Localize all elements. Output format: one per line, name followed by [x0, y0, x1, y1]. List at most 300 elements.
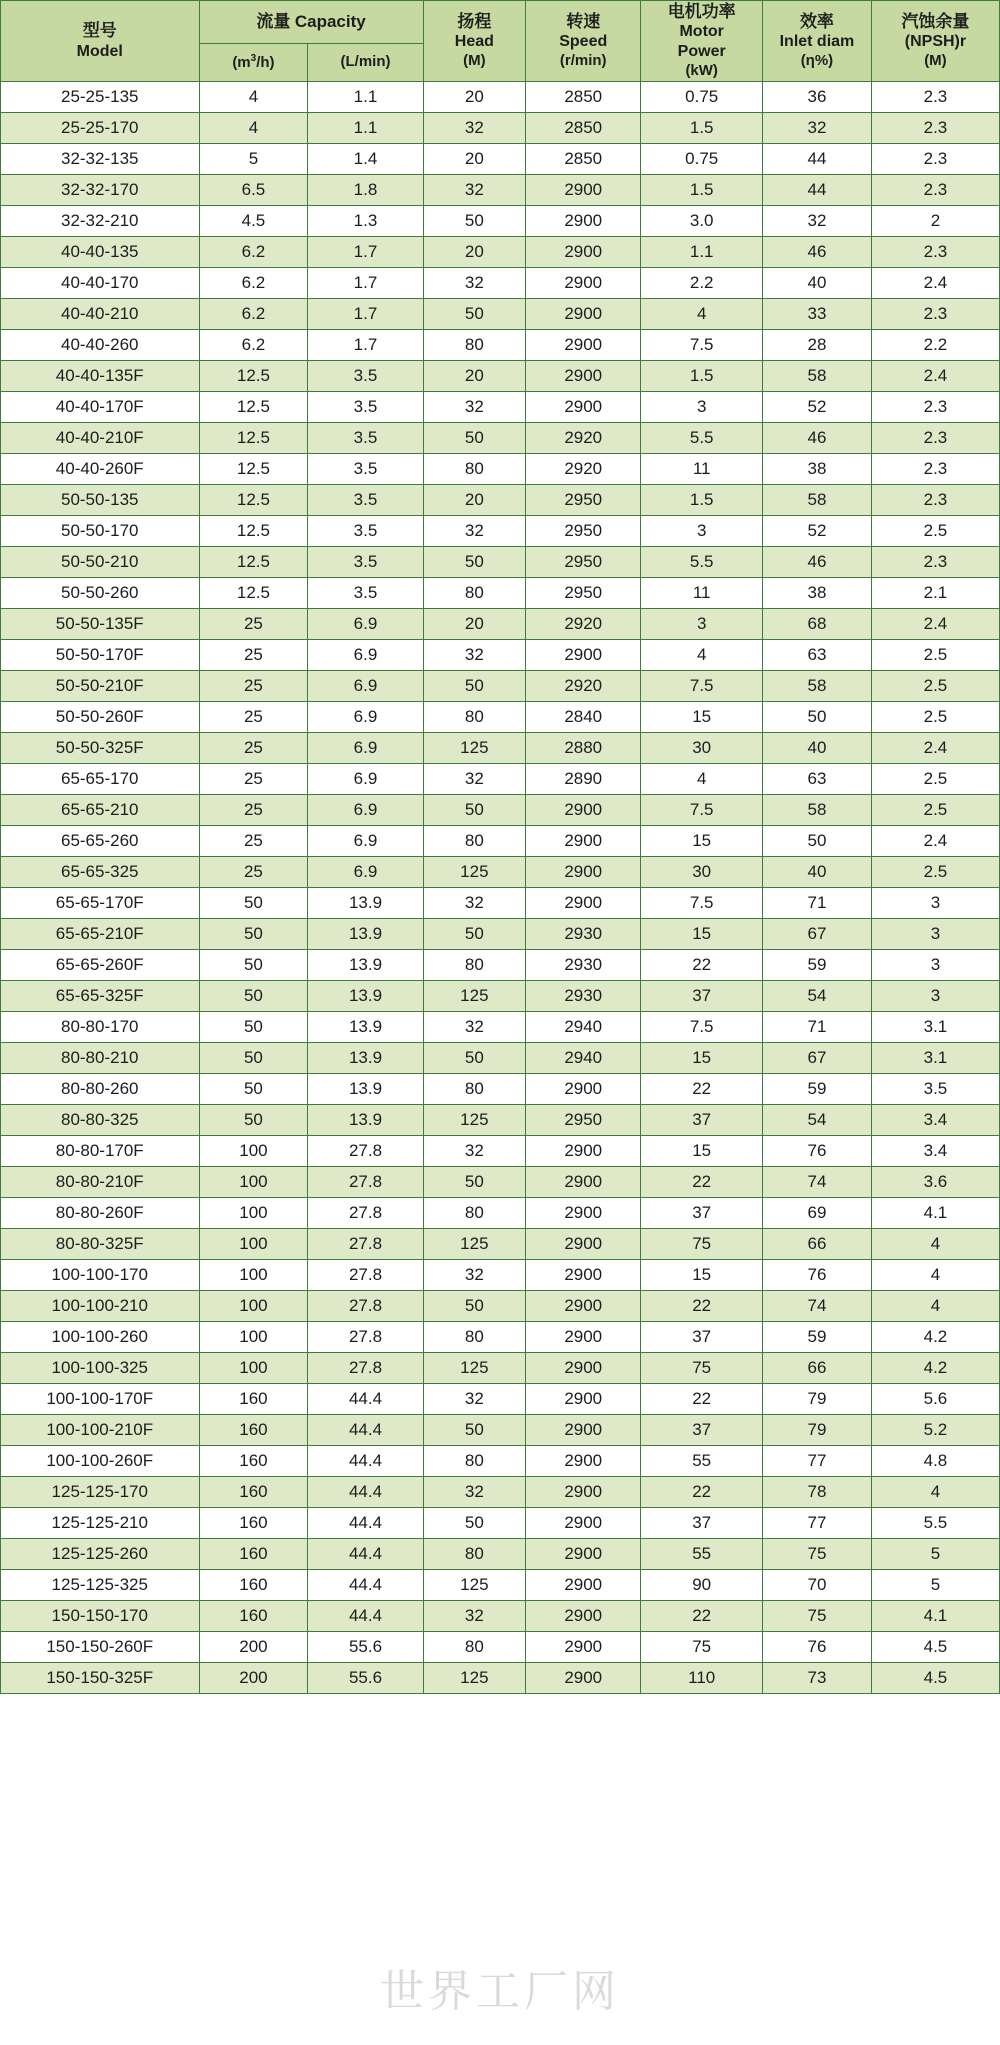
- table-row: [1, 578, 1000, 609]
- cell-efficiency: 58: [763, 361, 872, 392]
- cell-npsh: 2.3: [871, 299, 999, 330]
- cell-efficiency: 32: [763, 113, 872, 144]
- cell-motor-power: 15: [641, 1136, 763, 1167]
- col-header-capacity: [199, 1, 423, 44]
- cell-speed: 2900: [526, 1167, 641, 1198]
- cell-motor-power: 1.1: [641, 237, 763, 268]
- cell-efficiency: 79: [763, 1384, 872, 1415]
- cell-motor-power: 11: [641, 578, 763, 609]
- table-row: [1, 1508, 1000, 1539]
- cell-speed: 2930: [526, 950, 641, 981]
- cell-model: 50-50-325F: [1, 733, 200, 764]
- cell-efficiency: 46: [763, 237, 872, 268]
- cell-head: 50: [423, 423, 525, 454]
- cell-capacity-m3h: 50: [199, 1105, 308, 1136]
- cell-model: 40-40-135: [1, 237, 200, 268]
- cell-motor-power: 3: [641, 609, 763, 640]
- table-row: [1, 919, 1000, 950]
- cell-model: 65-65-260: [1, 826, 200, 857]
- cell-npsh: 5: [871, 1539, 999, 1570]
- cell-capacity-lmin: 27.8: [308, 1229, 423, 1260]
- cell-npsh: 2.3: [871, 175, 999, 206]
- cell-speed: 2900: [526, 826, 641, 857]
- cell-capacity-lmin: 3.5: [308, 361, 423, 392]
- table-row: [1, 1539, 1000, 1570]
- cell-capacity-lmin: 13.9: [308, 1074, 423, 1105]
- cell-capacity-lmin: 3.5: [308, 423, 423, 454]
- cell-head: 80: [423, 1198, 525, 1229]
- cell-motor-power: 7.5: [641, 671, 763, 702]
- table-row: [1, 1601, 1000, 1632]
- table-row: [1, 113, 1000, 144]
- cell-model: 50-50-170: [1, 516, 200, 547]
- cell-speed: 2900: [526, 1291, 641, 1322]
- cell-motor-power: 37: [641, 981, 763, 1012]
- cell-model: 80-80-210: [1, 1043, 200, 1074]
- cell-model: 32-32-210: [1, 206, 200, 237]
- cell-npsh: 2.3: [871, 547, 999, 578]
- cell-efficiency: 38: [763, 454, 872, 485]
- cell-capacity-m3h: 100: [199, 1322, 308, 1353]
- cell-motor-power: 22: [641, 1384, 763, 1415]
- cell-model: 125-125-325: [1, 1570, 200, 1601]
- table-row: [1, 1322, 1000, 1353]
- cell-capacity-lmin: 27.8: [308, 1291, 423, 1322]
- cell-model: 80-80-325F: [1, 1229, 200, 1260]
- cell-motor-power: 15: [641, 919, 763, 950]
- cell-model: 25-25-135: [1, 82, 200, 113]
- table-row: [1, 733, 1000, 764]
- cell-head: 80: [423, 826, 525, 857]
- cell-efficiency: 46: [763, 547, 872, 578]
- cell-motor-power: 37: [641, 1415, 763, 1446]
- cell-npsh: 5.2: [871, 1415, 999, 1446]
- cell-npsh: 2.4: [871, 268, 999, 299]
- cell-npsh: 4.2: [871, 1353, 999, 1384]
- cell-npsh: 4.2: [871, 1322, 999, 1353]
- cell-head: 20: [423, 609, 525, 640]
- cell-head: 50: [423, 671, 525, 702]
- cell-speed: 2920: [526, 454, 641, 485]
- cell-model: 40-40-210: [1, 299, 200, 330]
- table-body: [1, 82, 1000, 1694]
- cell-capacity-m3h: 6.2: [199, 330, 308, 361]
- cell-capacity-m3h: 4: [199, 113, 308, 144]
- cell-speed: 2900: [526, 206, 641, 237]
- cell-motor-power: 22: [641, 950, 763, 981]
- cell-model: 65-65-325: [1, 857, 200, 888]
- cell-model: 125-125-260: [1, 1539, 200, 1570]
- cell-capacity-m3h: 4.5: [199, 206, 308, 237]
- cell-speed: 2900: [526, 1570, 641, 1601]
- cell-npsh: 3.5: [871, 1074, 999, 1105]
- cell-npsh: 4: [871, 1291, 999, 1322]
- col-header-speed-en: Speed: [559, 33, 608, 51]
- cell-speed: 2890: [526, 764, 641, 795]
- cell-capacity-m3h: 12.5: [199, 547, 308, 578]
- cell-head: 50: [423, 795, 525, 826]
- cell-capacity-lmin: 44.4: [308, 1570, 423, 1601]
- cell-model: 100-100-170F: [1, 1384, 200, 1415]
- cell-npsh: 2.3: [871, 144, 999, 175]
- cell-speed: 2900: [526, 361, 641, 392]
- cell-head: 125: [423, 733, 525, 764]
- cell-capacity-lmin: 13.9: [308, 950, 423, 981]
- cell-speed: 2950: [526, 1105, 641, 1136]
- table-row: [1, 1260, 1000, 1291]
- table-row: [1, 392, 1000, 423]
- cell-head: 125: [423, 1570, 525, 1601]
- cell-speed: 2900: [526, 1074, 641, 1105]
- cell-model: 50-50-210F: [1, 671, 200, 702]
- col-header-efficiency: [763, 1, 872, 82]
- cell-capacity-m3h: 200: [199, 1663, 308, 1694]
- cell-head: 20: [423, 144, 525, 175]
- cell-model: 50-50-260: [1, 578, 200, 609]
- table-row: [1, 1136, 1000, 1167]
- cell-npsh: 5.5: [871, 1508, 999, 1539]
- cell-npsh: 4.5: [871, 1632, 999, 1663]
- cell-motor-power: 0.75: [641, 82, 763, 113]
- col-header-head-en: Head: [454, 33, 494, 51]
- cell-capacity-m3h: 100: [199, 1353, 308, 1384]
- cell-motor-power: 1.5: [641, 175, 763, 206]
- table-row: [1, 1105, 1000, 1136]
- cell-speed: 2900: [526, 1415, 641, 1446]
- cell-model: 50-50-210: [1, 547, 200, 578]
- cell-speed: 2900: [526, 1198, 641, 1229]
- table-row: [1, 268, 1000, 299]
- cell-speed: 2900: [526, 330, 641, 361]
- cell-capacity-lmin: 3.5: [308, 516, 423, 547]
- cell-capacity-m3h: 100: [199, 1167, 308, 1198]
- cell-model: 25-25-170: [1, 113, 200, 144]
- cell-capacity-lmin: 6.9: [308, 671, 423, 702]
- col-header-efficiency-unit: (η%): [800, 52, 834, 70]
- table-row: [1, 237, 1000, 268]
- cell-speed: 2930: [526, 919, 641, 950]
- cell-model: 40-40-260: [1, 330, 200, 361]
- cell-capacity-m3h: 25: [199, 826, 308, 857]
- cell-head: 32: [423, 1477, 525, 1508]
- cell-head: 80: [423, 1539, 525, 1570]
- cell-capacity-lmin: 27.8: [308, 1167, 423, 1198]
- cell-capacity-m3h: 4: [199, 82, 308, 113]
- col-header-efficiency-cn: 效率: [799, 12, 834, 31]
- col-header-power-en2: Power: [677, 43, 726, 61]
- cell-speed: 2940: [526, 1043, 641, 1074]
- cell-speed: 2920: [526, 423, 641, 454]
- cell-motor-power: 55: [641, 1446, 763, 1477]
- cell-motor-power: 15: [641, 702, 763, 733]
- cell-motor-power: 22: [641, 1167, 763, 1198]
- cell-capacity-m3h: 25: [199, 795, 308, 826]
- cell-capacity-lmin: 1.7: [308, 299, 423, 330]
- cell-capacity-lmin: 1.3: [308, 206, 423, 237]
- cell-capacity-lmin: 6.9: [308, 764, 423, 795]
- cell-capacity-lmin: 6.9: [308, 857, 423, 888]
- cell-model: 40-40-260F: [1, 454, 200, 485]
- table-row: [1, 1446, 1000, 1477]
- cell-head: 32: [423, 1260, 525, 1291]
- cell-motor-power: 37: [641, 1198, 763, 1229]
- cell-capacity-lmin: 13.9: [308, 888, 423, 919]
- cell-capacity-lmin: 3.5: [308, 578, 423, 609]
- cell-motor-power: 22: [641, 1477, 763, 1508]
- col-header-motor-power: [641, 1, 763, 82]
- cell-head: 32: [423, 113, 525, 144]
- cell-efficiency: 78: [763, 1477, 872, 1508]
- cell-motor-power: 15: [641, 1043, 763, 1074]
- cell-head: 32: [423, 1012, 525, 1043]
- cell-speed: 2930: [526, 981, 641, 1012]
- cell-model: 80-80-170: [1, 1012, 200, 1043]
- cell-capacity-m3h: 25: [199, 733, 308, 764]
- cell-efficiency: 76: [763, 1632, 872, 1663]
- cell-speed: 2900: [526, 1446, 641, 1477]
- cell-head: 125: [423, 1663, 525, 1694]
- cell-motor-power: 110: [641, 1663, 763, 1694]
- cell-motor-power: 37: [641, 1322, 763, 1353]
- cell-capacity-m3h: 6.2: [199, 237, 308, 268]
- cell-efficiency: 59: [763, 950, 872, 981]
- cell-efficiency: 74: [763, 1167, 872, 1198]
- cell-capacity-m3h: 12.5: [199, 361, 308, 392]
- cell-efficiency: 68: [763, 609, 872, 640]
- cell-npsh: 3.4: [871, 1136, 999, 1167]
- cell-capacity-lmin: 13.9: [308, 1012, 423, 1043]
- cell-speed: 2900: [526, 392, 641, 423]
- cell-model: 80-80-260F: [1, 1198, 200, 1229]
- cell-npsh: 4: [871, 1260, 999, 1291]
- col-header-npsh-cn: 汽蚀余量: [901, 12, 970, 31]
- cell-efficiency: 40: [763, 733, 872, 764]
- cell-motor-power: 3: [641, 392, 763, 423]
- cell-npsh: 2.3: [871, 454, 999, 485]
- cell-head: 125: [423, 1353, 525, 1384]
- cell-head: 80: [423, 454, 525, 485]
- table-row: [1, 826, 1000, 857]
- cell-efficiency: 58: [763, 795, 872, 826]
- cell-model: 100-100-210F: [1, 1415, 200, 1446]
- cell-head: 125: [423, 981, 525, 1012]
- cell-speed: 2900: [526, 888, 641, 919]
- cell-head: 32: [423, 175, 525, 206]
- table-row: [1, 950, 1000, 981]
- cell-model: 40-40-210F: [1, 423, 200, 454]
- cell-efficiency: 71: [763, 1012, 872, 1043]
- cell-capacity-lmin: 27.8: [308, 1198, 423, 1229]
- cell-head: 20: [423, 82, 525, 113]
- cell-npsh: 5: [871, 1570, 999, 1601]
- cell-head: 80: [423, 1632, 525, 1663]
- cell-efficiency: 40: [763, 268, 872, 299]
- col-header-npsh-unit: (M): [924, 52, 947, 70]
- cell-head: 80: [423, 1322, 525, 1353]
- cell-head: 80: [423, 702, 525, 733]
- cell-efficiency: 59: [763, 1322, 872, 1353]
- cell-model: 100-100-170: [1, 1260, 200, 1291]
- cell-speed: 2900: [526, 268, 641, 299]
- cell-capacity-lmin: 44.4: [308, 1601, 423, 1632]
- cell-motor-power: 7.5: [641, 330, 763, 361]
- cell-npsh: 5.6: [871, 1384, 999, 1415]
- cell-capacity-lmin: 3.5: [308, 392, 423, 423]
- cell-efficiency: 52: [763, 516, 872, 547]
- cell-model: 150-150-260F: [1, 1632, 200, 1663]
- cell-npsh: 2.5: [871, 795, 999, 826]
- cell-model: 80-80-260: [1, 1074, 200, 1105]
- cell-efficiency: 76: [763, 1260, 872, 1291]
- cell-model: 65-65-170: [1, 764, 200, 795]
- table-row: [1, 206, 1000, 237]
- cell-capacity-m3h: 50: [199, 888, 308, 919]
- cell-capacity-lmin: 6.9: [308, 640, 423, 671]
- cell-efficiency: 54: [763, 1105, 872, 1136]
- cell-head: 32: [423, 640, 525, 671]
- cell-model: 100-100-325: [1, 1353, 200, 1384]
- cell-model: 50-50-170F: [1, 640, 200, 671]
- cell-npsh: 2.3: [871, 485, 999, 516]
- cell-efficiency: 36: [763, 82, 872, 113]
- cell-head: 32: [423, 1136, 525, 1167]
- cell-capacity-m3h: 100: [199, 1229, 308, 1260]
- cell-head: 20: [423, 361, 525, 392]
- cell-npsh: 2.5: [871, 764, 999, 795]
- cell-efficiency: 50: [763, 826, 872, 857]
- cell-speed: 2900: [526, 1601, 641, 1632]
- cell-capacity-lmin: 27.8: [308, 1322, 423, 1353]
- cell-efficiency: 44: [763, 144, 872, 175]
- table-row: [1, 485, 1000, 516]
- cell-capacity-m3h: 5: [199, 144, 308, 175]
- cell-capacity-lmin: 6.9: [308, 795, 423, 826]
- cell-efficiency: 46: [763, 423, 872, 454]
- cell-motor-power: 2.2: [641, 268, 763, 299]
- cell-efficiency: 58: [763, 485, 872, 516]
- table-row: [1, 1663, 1000, 1694]
- cell-speed: 2850: [526, 82, 641, 113]
- cell-motor-power: 1.5: [641, 485, 763, 516]
- cell-head: 50: [423, 206, 525, 237]
- cell-model: 100-100-210: [1, 1291, 200, 1322]
- table-row: [1, 1074, 1000, 1105]
- cell-speed: 2900: [526, 299, 641, 330]
- cell-motor-power: 5.5: [641, 547, 763, 578]
- cell-npsh: 2.5: [871, 857, 999, 888]
- cell-model: 65-65-325F: [1, 981, 200, 1012]
- col-header-model-cn: 型号: [82, 21, 117, 41]
- cell-capacity-m3h: 6.2: [199, 268, 308, 299]
- cell-speed: 2900: [526, 237, 641, 268]
- cell-motor-power: 55: [641, 1539, 763, 1570]
- cell-efficiency: 32: [763, 206, 872, 237]
- cell-motor-power: 15: [641, 826, 763, 857]
- cell-motor-power: 30: [641, 733, 763, 764]
- capacity-unit-m3h-suffix: /h): [256, 53, 275, 71]
- cell-efficiency: 75: [763, 1601, 872, 1632]
- cell-capacity-m3h: 50: [199, 950, 308, 981]
- table-row: [1, 547, 1000, 578]
- cell-speed: 2900: [526, 640, 641, 671]
- cell-motor-power: 22: [641, 1291, 763, 1322]
- table-row: [1, 671, 1000, 702]
- cell-efficiency: 79: [763, 1415, 872, 1446]
- cell-speed: 2940: [526, 1012, 641, 1043]
- cell-head: 50: [423, 1291, 525, 1322]
- cell-efficiency: 58: [763, 671, 872, 702]
- cell-efficiency: 38: [763, 578, 872, 609]
- col-header-power-cn: 电机功率: [667, 2, 736, 21]
- cell-npsh: 2.5: [871, 702, 999, 733]
- cell-motor-power: 1.5: [641, 113, 763, 144]
- table-row: [1, 1632, 1000, 1663]
- cell-npsh: 3.4: [871, 1105, 999, 1136]
- cell-npsh: 3.6: [871, 1167, 999, 1198]
- cell-capacity-m3h: 25: [199, 857, 308, 888]
- cell-head: 32: [423, 268, 525, 299]
- col-header-efficiency-en: Inlet diam: [779, 33, 855, 51]
- col-header-capacity-cn: 流量: [256, 12, 291, 32]
- cell-motor-power: 22: [641, 1074, 763, 1105]
- cell-speed: 2840: [526, 702, 641, 733]
- cell-capacity-m3h: 160: [199, 1539, 308, 1570]
- watermark-text: 世界工厂网: [380, 1967, 620, 2016]
- cell-npsh: 2.3: [871, 423, 999, 454]
- table-row: [1, 981, 1000, 1012]
- cell-model: 65-65-210F: [1, 919, 200, 950]
- cell-model: 100-100-260: [1, 1322, 200, 1353]
- cell-head: 50: [423, 919, 525, 950]
- cell-speed: 2850: [526, 113, 641, 144]
- cell-efficiency: 67: [763, 1043, 872, 1074]
- cell-motor-power: 0.75: [641, 144, 763, 175]
- cell-capacity-lmin: 55.6: [308, 1663, 423, 1694]
- cell-head: 125: [423, 857, 525, 888]
- cell-npsh: 3: [871, 919, 999, 950]
- cell-speed: 2900: [526, 795, 641, 826]
- cell-efficiency: 66: [763, 1353, 872, 1384]
- cell-capacity-m3h: 160: [199, 1570, 308, 1601]
- cell-motor-power: 7.5: [641, 795, 763, 826]
- table-row: [1, 1198, 1000, 1229]
- cell-model: 125-125-210: [1, 1508, 200, 1539]
- cell-capacity-lmin: 13.9: [308, 919, 423, 950]
- cell-motor-power: 22: [641, 1601, 763, 1632]
- cell-head: 32: [423, 516, 525, 547]
- table-row: [1, 1043, 1000, 1074]
- cell-capacity-lmin: 1.8: [308, 175, 423, 206]
- cell-capacity-lmin: 44.4: [308, 1384, 423, 1415]
- cell-capacity-lmin: 6.9: [308, 609, 423, 640]
- cell-efficiency: 63: [763, 764, 872, 795]
- cell-efficiency: 54: [763, 981, 872, 1012]
- cell-capacity-lmin: 44.4: [308, 1477, 423, 1508]
- cell-capacity-m3h: 12.5: [199, 423, 308, 454]
- cell-model: 40-40-135F: [1, 361, 200, 392]
- cell-speed: 2950: [526, 485, 641, 516]
- table-row: [1, 361, 1000, 392]
- cell-efficiency: 44: [763, 175, 872, 206]
- cell-model: 65-65-260F: [1, 950, 200, 981]
- cell-model: 150-150-170: [1, 1601, 200, 1632]
- cell-npsh: 2.3: [871, 392, 999, 423]
- col-header-npsh-en: (NPSH)r: [904, 33, 967, 51]
- cell-capacity-lmin: 6.9: [308, 702, 423, 733]
- cell-capacity-lmin: 1.4: [308, 144, 423, 175]
- cell-capacity-m3h: 100: [199, 1260, 308, 1291]
- cell-npsh: 2.5: [871, 516, 999, 547]
